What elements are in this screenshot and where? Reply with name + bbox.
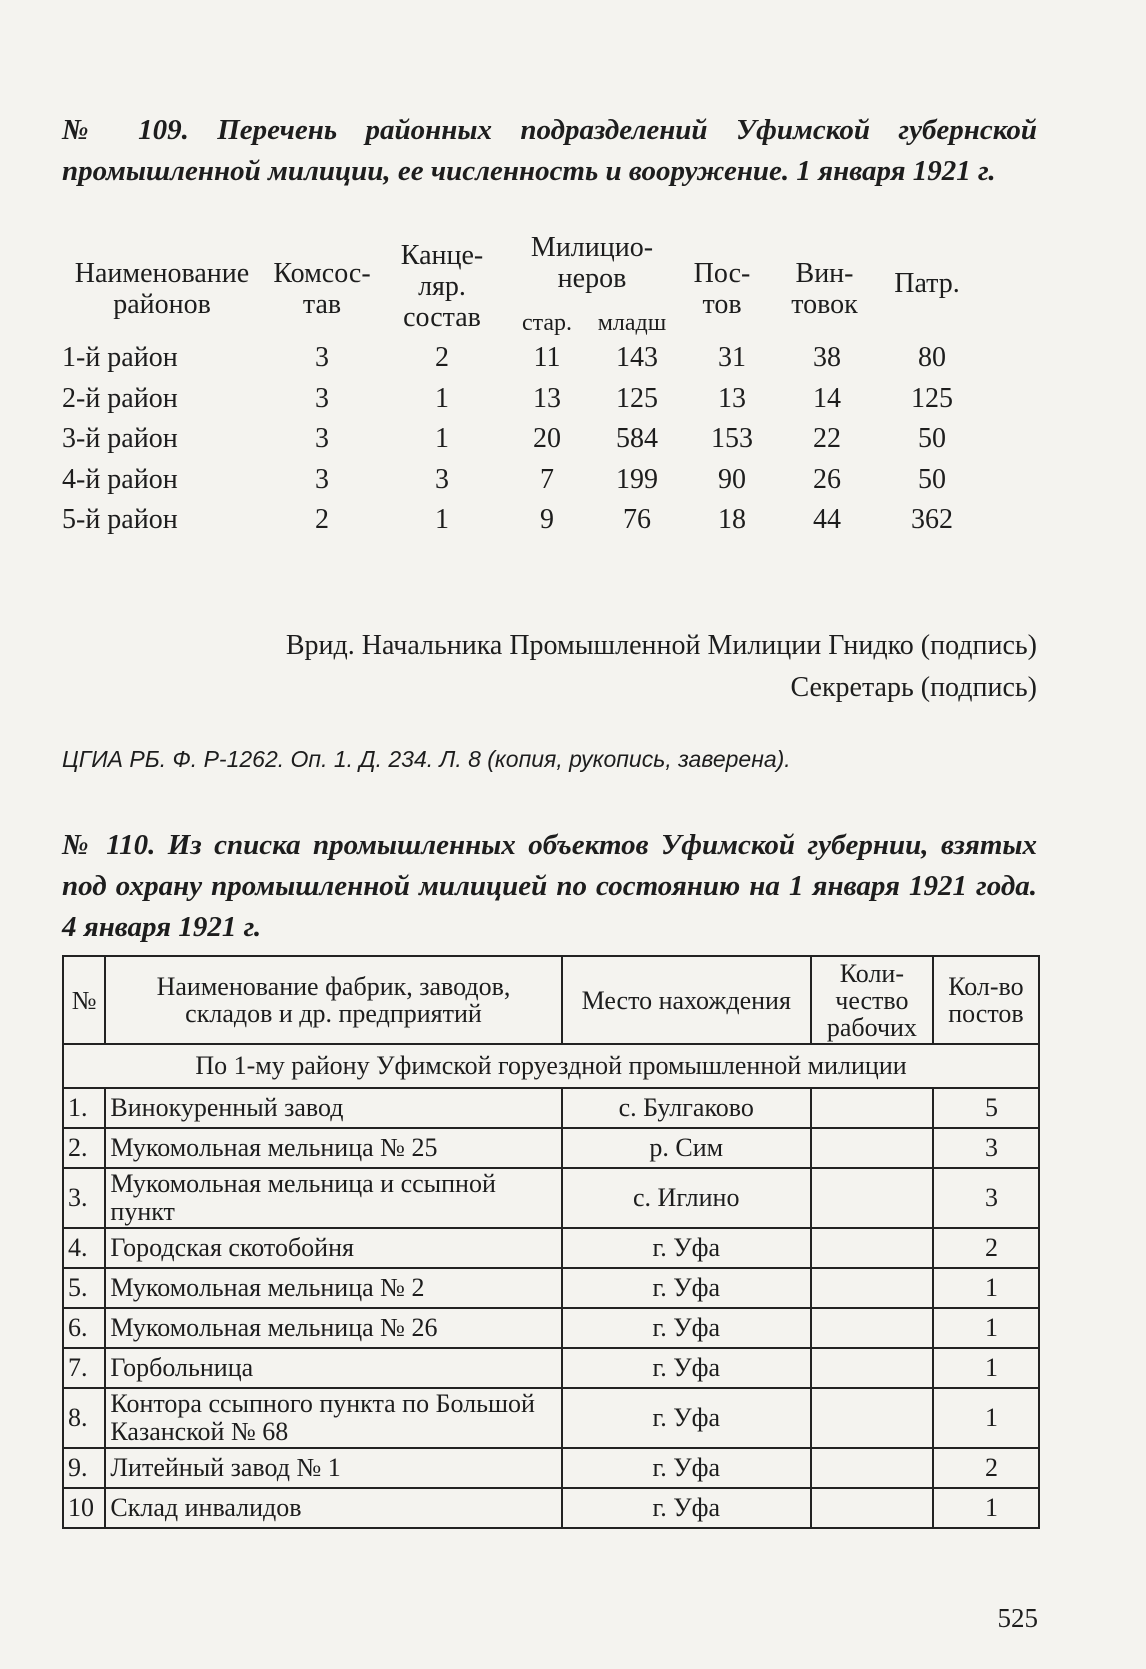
row-name: Контора ссыпного пункта по Большой Казанской № 68 [105, 1388, 561, 1448]
table-109-row-name: 4-й район [62, 463, 178, 495]
row-place: с. Иглино [562, 1168, 811, 1228]
row-number: 1. [63, 1088, 105, 1128]
table-row [63, 1308, 1039, 1348]
table-110-body [63, 1044, 1039, 1528]
row-number: 10 [63, 1488, 105, 1528]
row-posts: 3 [933, 1168, 1039, 1228]
table-109-cell-kanc: 1 [435, 382, 449, 414]
row-number: 7. [63, 1348, 105, 1388]
row-posts: 1 [933, 1488, 1039, 1528]
table-109-cell-postov: 13 [718, 382, 746, 414]
table-109-cell-mladsh: 76 [623, 504, 651, 535]
table-row [63, 1128, 1039, 1168]
row-place: г. Уфа [562, 1488, 811, 1528]
header-mladsh: младш [597, 310, 667, 336]
row-workers [811, 1168, 933, 1228]
table-109-cell-vintovok: 26 [813, 463, 841, 495]
archive-source: ЦГИА РБ. Ф. Р-1262. Оп. 1. Д. 234. Л. 8 (копия, рукопись, заверена). [62, 746, 791, 772]
table-row [63, 1088, 1039, 1128]
header-milicionerov: Милицио-неров [530, 232, 654, 294]
row-posts: 5 [933, 1088, 1039, 1128]
row-place: с. Булгаково [562, 1088, 811, 1128]
table-109-row-name: 1-й район [62, 342, 178, 373]
table-109-cell-patr: 80 [918, 342, 946, 373]
table-109-cell-star: 11 [533, 342, 561, 373]
row-workers [811, 1488, 933, 1528]
row-posts: 3 [933, 1128, 1039, 1168]
row-place: г. Уфа [562, 1268, 811, 1308]
header-patr: Патр. [894, 268, 960, 299]
row-place: г. Уфа [562, 1308, 811, 1348]
table-109-cell-postov: 90 [718, 463, 746, 495]
table-row [63, 1168, 1039, 1228]
table-109-cell-patr: 50 [918, 463, 946, 495]
header-place: Место нахождения [562, 956, 811, 1044]
row-posts: 1 [933, 1268, 1039, 1308]
row-workers [811, 1088, 933, 1128]
table-row [63, 1448, 1039, 1488]
row-place: г. Уфа [562, 1448, 811, 1488]
row-workers [811, 1308, 933, 1348]
signature-secretary: Секретарь (подпись) [790, 672, 1037, 703]
table-109-cell-patr: 362 [911, 504, 953, 535]
table-109-cell-vintovok: 14 [813, 382, 841, 414]
table-row [63, 1228, 1039, 1268]
table-109-cell-postov: 31 [718, 342, 746, 373]
row-number: 9. [63, 1448, 105, 1488]
district-row: По 1-му району Уфимской горуездной промышленной милиции [63, 1044, 1039, 1088]
page-number: 525 [997, 1603, 1038, 1633]
row-name: Литейный завод № 1 [105, 1448, 561, 1488]
table-109-cell-vintovok: 38 [813, 342, 841, 373]
row-number: 5. [63, 1268, 105, 1308]
table-109-cell-star: 13 [533, 382, 561, 414]
row-name: Мукомольная мельница № 25 [105, 1128, 561, 1168]
row-posts: 2 [933, 1448, 1039, 1488]
row-workers [811, 1448, 933, 1488]
signature-chief: Врид. Начальника Промышленной Милиции Гнидко (подпись) [285, 630, 1037, 661]
header-kanc: Канце-ляр. состав [400, 240, 484, 333]
table-109-cell-mladsh: 125 [616, 382, 658, 414]
document-110-heading: № 110. Из списка промышленных объектов Уфимской губернии, взятых под охрану промышленной милицией по состоянию на 1 января 1921 года. 4 января 1921 г. [62, 829, 1037, 943]
table-109-row-name: 2-й район [62, 382, 178, 414]
row-posts: 1 [933, 1348, 1039, 1388]
row-place: г. Уфа [562, 1228, 811, 1268]
header-postov: Пос-тов [693, 258, 751, 320]
table-109-cell-patr: 50 [918, 423, 946, 454]
table-109-cell-komsostav: 3 [315, 342, 329, 373]
header-vintovok: Вин-товок [791, 258, 858, 320]
row-name: Городская скотобойня [105, 1228, 561, 1268]
row-name: Склад инвалидов [105, 1488, 561, 1528]
table-109-cell-mladsh: 143 [616, 342, 658, 373]
table-109-cell-kanc: 3 [435, 463, 449, 495]
row-number: 4. [63, 1228, 105, 1268]
row-number: 8. [63, 1388, 105, 1448]
table-row [63, 1388, 1039, 1448]
row-place: г. Уфа [562, 1348, 811, 1388]
header-star: стар. [521, 310, 573, 336]
row-name: Горбольница [105, 1348, 561, 1388]
table-109-row-name: 3-й район [62, 423, 178, 454]
row-posts: 1 [933, 1308, 1039, 1348]
table-row [63, 1488, 1039, 1528]
row-number: 6. [63, 1308, 105, 1348]
row-name: Мукомольная мельница № 26 [105, 1308, 561, 1348]
header-num: № [63, 956, 105, 1044]
table-109-cell-kanc: 1 [435, 504, 449, 535]
table-row [63, 1268, 1039, 1308]
header-posts: Кол-во постов [933, 956, 1039, 1044]
row-posts: 1 [933, 1388, 1039, 1448]
header-workers: Коли-чество рабочих [811, 956, 933, 1044]
table-109-row-name: 5-й район [62, 504, 178, 535]
table-109-cell-vintovok: 22 [813, 423, 841, 454]
table-109-cell-kanc: 2 [435, 342, 449, 373]
row-place: г. Уфа [562, 1388, 811, 1448]
table-109-cell-star: 20 [533, 423, 561, 454]
row-number: 2. [63, 1128, 105, 1168]
row-number: 3. [63, 1168, 105, 1228]
table-109-cell-postov: 18 [718, 504, 746, 535]
table-109-cell-star: 7 [540, 463, 554, 495]
table-row [63, 1348, 1039, 1388]
row-workers [811, 1348, 933, 1388]
table-109-cell-mladsh: 584 [616, 423, 658, 454]
row-name: Мукомольная мельница № 2 [105, 1268, 561, 1308]
table-109-cell-patr: 125 [911, 382, 953, 414]
table-109-cell-mladsh: 199 [616, 463, 658, 495]
table-109-cell-komsostav: 2 [315, 504, 329, 535]
header-name: Наименование фабрик, заводов, складов и др. предприятий [105, 956, 561, 1044]
row-name: Винокуренный завод [105, 1088, 561, 1128]
table-109-cell-vintovok: 44 [813, 504, 841, 535]
row-place: р. Сим [562, 1128, 811, 1168]
table-109-cell-kanc: 1 [435, 423, 449, 454]
row-workers [811, 1268, 933, 1308]
table-109-cell-komsostav: 3 [315, 382, 329, 414]
document-109-heading: № 109. Перечень районных подразделений Уфимской губернской промышленной милиции, ее численность и вооружение. 1 января 1921 г. [62, 114, 1037, 187]
table-109-cell-komsostav: 3 [315, 463, 329, 495]
table-109-cell-komsostav: 3 [315, 423, 329, 454]
header-komsostav: Комсос-тав [273, 258, 371, 320]
row-workers [811, 1128, 933, 1168]
row-workers [811, 1388, 933, 1448]
row-name: Мукомольная мельница и ссыпной пункт [105, 1168, 561, 1228]
row-workers [811, 1228, 933, 1268]
row-posts: 2 [933, 1228, 1039, 1268]
table-109-cell-star: 9 [540, 504, 554, 535]
table-110 [62, 955, 1040, 1529]
table-109-cell-postov: 153 [711, 423, 753, 454]
header-name: Наименование районов [74, 258, 250, 320]
